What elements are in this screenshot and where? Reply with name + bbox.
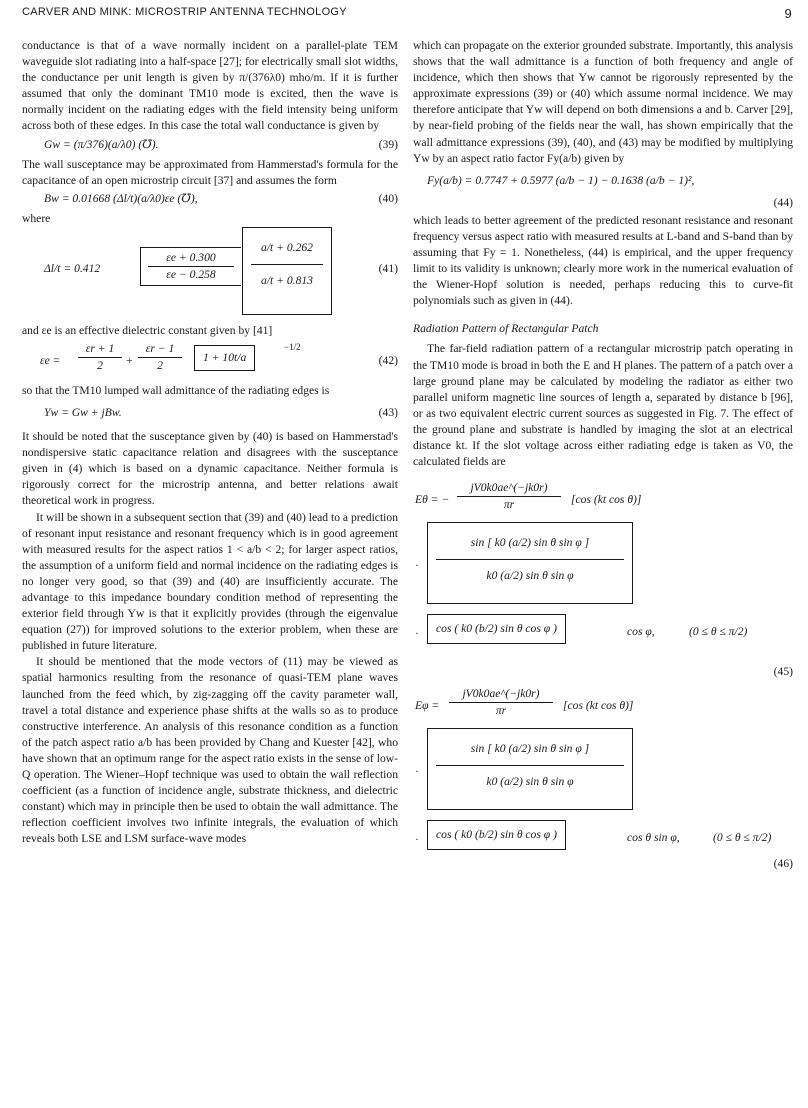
equation-body: Fy(a/b) = 0.7747 + 0.5977 (a/b − 1) − 0.1638 (a/b − 1)², <box>427 173 695 187</box>
paragraph: It should be noted that the susceptance given by (40) is based on Hammerstad's nondispersive static capacitance relation and disagrees with the susceptance given in (4) which is based on a dynamic capacitance. Neither formula is rigorously correct for the microstrip antenna, and better relations await theoretical work in progress. <box>22 430 398 508</box>
fraction <box>138 341 182 374</box>
equation-body: Δl/t = 0.412 <box>44 261 101 275</box>
right-column <box>413 38 793 874</box>
fraction <box>148 250 234 283</box>
equation-43 <box>22 405 398 423</box>
sinc-denominator: k0 (a/2) sin θ sin φ <box>486 569 574 583</box>
equation-number: (39) <box>378 137 398 151</box>
fraction-bar <box>436 559 624 560</box>
paragraph: It will be shown in a subsequent section that (39) and (40) lead to a prediction of resonant input resistance and resonant frequency which is in good agreement with measured results for the aspect ratios 1 < a/b < 2; for larger aspect ratios, the assumption of a uniform field and normal incidence on the radiating edges is no longer very good, so that (39) and (40) are insufficiently accurate. The advantage to this impedance boundary condition method of representing the exterior field through Yw is that it explicitly provides (through the eigenvalue equation (27)) for improved solutions to the exterior problem, when these are published in future literature. <box>22 510 398 653</box>
equation-body: Yw = Gw + jBw. <box>44 406 122 420</box>
dot-operator: · <box>415 627 419 641</box>
plus-sign: + <box>126 353 133 367</box>
denominator: εe − 0.258 <box>166 267 216 281</box>
fraction-bar <box>251 264 323 265</box>
paragraph: and εe is an effective dielectric constant given by [41] <box>22 323 273 337</box>
cos-term: [cos (kt cos θ)] <box>563 699 634 713</box>
numerator: jV0k0ae^(−jk0r) <box>449 686 553 703</box>
bracket-group <box>140 247 241 286</box>
where-label: where <box>22 211 51 225</box>
numerator: jV0k0ae^(−jk0r) <box>457 480 561 497</box>
dot-operator: · <box>415 559 419 573</box>
equation-45 <box>413 478 793 684</box>
fraction <box>449 686 553 719</box>
equation-44 <box>413 173 793 213</box>
paragraph: so that the TM10 lumped wall admittance of the radiating edges is <box>22 383 330 397</box>
equation-body: Bw = 0.01668 (Δl/t)(a/λ0)εe (℧), <box>44 191 198 205</box>
equation-body: Eφ = <box>415 699 440 713</box>
paragraph: The wall susceptance may be approximated from Hammerstad's formula for the capacitance of an open microstrip circuit [37] and assumes the form <box>22 157 398 187</box>
bracket-group <box>427 522 633 604</box>
equation-39 <box>22 137 398 155</box>
fraction-bar <box>436 765 624 766</box>
cos-phi-term: cos φ, <box>627 625 655 639</box>
running-title: CARVER AND MINK: MICROSTRIP ANTENNA TECHNOLOGY <box>22 6 347 18</box>
denominator: 2 <box>97 359 103 373</box>
denominator: πr <box>495 704 507 718</box>
dot-operator: · <box>415 765 419 779</box>
equation-number: (43) <box>378 406 398 420</box>
bracket-group <box>242 227 332 315</box>
bracket-group: cos ( k0 (b/2) sin θ cos φ ) <box>427 614 566 644</box>
fraction <box>457 480 561 513</box>
equation-number: (41) <box>378 261 398 275</box>
equation-number: (46) <box>773 857 793 871</box>
paragraph: which leads to better agreement of the predicted resonant resistance and resonant frequency versus aspect ratio with measured results at L-band and S-band than by assuming that Fy = 1. Nonetheless, (44) is empirical, and the upper frequency limit to its validity is unknown; clearly more work in the numerical evaluation of the Wiener-Hopf solution is needed, perhaps reducing this to curve-fit polynomials such as given in (44). <box>413 213 793 308</box>
denominator: πr <box>503 498 515 512</box>
equation-number: (44) <box>773 195 793 209</box>
numerator: εr − 1 <box>138 341 182 358</box>
equation-body: Gw = (π/376)(a/λ0) (℧). <box>44 137 159 151</box>
equation-number: (45) <box>773 665 793 679</box>
cos-theta-sin-phi-term: cos θ sin φ, <box>627 831 680 845</box>
numerator: εe + 0.300 <box>148 250 234 267</box>
paragraph: The far-field radiation pattern of a rectangular microstrip patch operating in the TM10 mode is broad in both the E and H planes. The pattern of a patch over a large ground plane may be calculated by modeling the radiator as either two parallel uniform magnetic line sources of length a, separated by distance b [96], or as two equivalent electric current sources as suggested in Fig. 7. The effect of the ground plane and substrate is handled by imaging the slot at an electrical distance kt. If the slot voltage across either radiating edge is taken as V0, the calculated fields are <box>413 342 793 469</box>
sinc-numerator: sin [ k0 (a/2) sin θ sin φ ] <box>470 536 590 550</box>
section-heading: Radiation Pattern of Rectangular Patch <box>413 322 599 336</box>
dot-operator: · <box>415 833 419 847</box>
equation-42 <box>22 339 398 383</box>
page-number: 9 <box>784 6 792 21</box>
cos-term: [cos (kt cos θ)] <box>571 493 642 507</box>
bracket-group: 1 + 10t/a <box>194 345 255 371</box>
bracket-group <box>427 728 633 810</box>
theta-range: (0 ≤ θ ≤ π/2) <box>713 831 772 845</box>
paragraph: It should be mentioned that the mode vectors of (11) may be viewed as spatial harmonics resulting from the resonance of quasi-TEM plane waves launched from the feed which, by zig-zagging off the cavity parameter wall, travel a total distance and experience phase shifts at the walls so as to produce constructive interference. An analysis of this resonance condition as a function of the patch aspect ratio a/b has been provided by Chang and Kuester [42], who have shown that an optimum range for the aspect ratio exists in the sense of low-Q operation. The Wiener–Hopf technique was used to obtain the wall reflection coefficient (as a function of incidence angle, substrate thickness, and dielectric constant) which may in principle then be used to obtain the wall admittance. The reflection coefficient involves two infinite integrals, the evaluation of which reveals both LSE and LSM surface-wave modes <box>22 655 398 846</box>
denominator: a/t + 0.813 <box>261 273 313 287</box>
fraction <box>78 341 122 374</box>
equation-body: εe = <box>40 353 61 367</box>
numerator: a/t + 0.262 <box>261 240 313 254</box>
exponent: −1/2 <box>284 341 301 352</box>
paragraph: which can propagate on the exterior grounded substrate. Importantly, this analysis shows that the wall admittance is a function of both frequency and angle of incidence, which then shows that Yw cannot be rigorously represented by the approximate expressions (39) or (40) which assume normal incidence. We may therefore anticipate that Yw will depend on both dimensions a and b. Carver [29], by near-field probing of the fields near the wall, has shown empirically that the wall admittance expressions (39), (40), and (43) may be modified by multiplying Yw by an aspect ratio factor Fy(a/b) given by <box>413 39 793 165</box>
equation-41 <box>22 227 398 319</box>
left-column <box>22 38 398 847</box>
bracket-group: cos ( k0 (b/2) sin θ cos φ ) <box>427 820 566 850</box>
numerator: εr + 1 <box>78 341 122 358</box>
equation-body: Eθ = − <box>415 493 450 507</box>
theta-range: (0 ≤ θ ≤ π/2) <box>689 625 748 639</box>
paragraph: conductance is that of a wave normally incident on a parallel-plate TEM waveguide slot radiating into a half-space [27]; for electrically small slot widths, the conductance per unit length is given by π/(376λ0) mho/m. If it is further assumed that only the dominant TM10 mode is excited, then the wave is normally incident on the radiating edges with the field intensity being uniform across both of these edges. In this case the total wall conductance is given by <box>22 39 398 133</box>
equation-number: (40) <box>378 191 398 205</box>
equation-46 <box>413 684 793 874</box>
equation-40 <box>22 191 398 209</box>
sinc-numerator: sin [ k0 (a/2) sin θ sin φ ] <box>470 742 590 756</box>
equation-number: (42) <box>378 353 398 367</box>
sinc-denominator: k0 (a/2) sin θ sin φ <box>486 775 574 789</box>
denominator: 2 <box>157 359 163 373</box>
